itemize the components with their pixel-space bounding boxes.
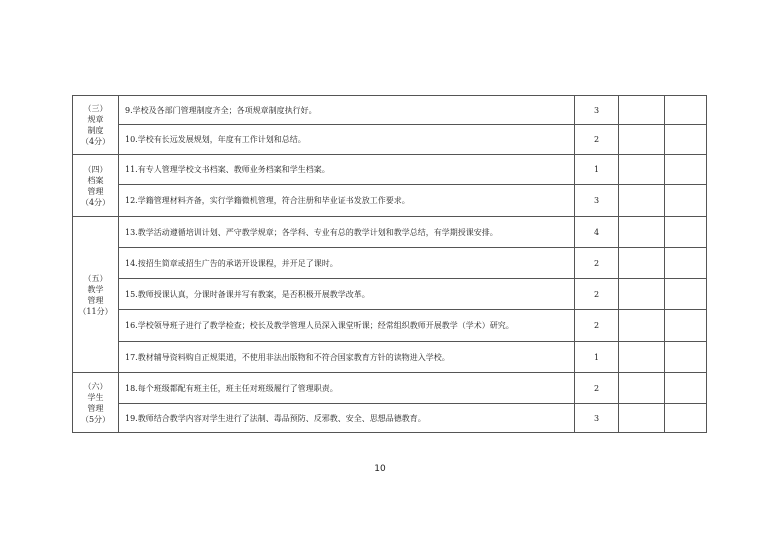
- blank-cell: [619, 185, 665, 217]
- table-row: [73, 373, 707, 404]
- item-score: 1: [575, 155, 619, 185]
- category-name-line: 制度: [87, 126, 104, 135]
- item-text: 17.教材辅导资料购自正规渠道，不使用非法出版物和不符合国家教育方针的读物进入学校。: [119, 342, 575, 373]
- blank-cell: [665, 279, 707, 310]
- blank-cell: [619, 217, 665, 248]
- item-text: 16.学校领导班子进行了教学检查；校长及教学管理人员深入课堂听课；经常组织教师开展教学（学术）研究。: [119, 310, 575, 342]
- item-score: 1: [575, 342, 619, 373]
- item-text: 14.按招生简章或招生广告的承诺开设课程，并开足了课时。: [119, 248, 575, 279]
- blank-cell: [665, 185, 707, 217]
- item-score: 2: [575, 125, 619, 155]
- table-row: [73, 279, 707, 310]
- blank-cell: [665, 217, 707, 248]
- table-row: [73, 310, 707, 342]
- category-cell: [73, 217, 119, 373]
- category-name-line: 规章: [87, 115, 104, 124]
- item-text: 10.学校有长远发展规划，年度有工作计划和总结。: [119, 125, 575, 155]
- table-row: [73, 217, 707, 248]
- table-row: [73, 155, 707, 185]
- category-name-line: 管理: [87, 403, 104, 413]
- category-name-line: 学生: [87, 392, 104, 402]
- item-text: 12.学籍管理材料齐备，实行学籍微机管理，符合注册和毕业证书发放工作要求。: [119, 185, 575, 217]
- blank-cell: [619, 125, 665, 155]
- category-name-line: 教学: [87, 284, 104, 294]
- category-name-line: 档案: [87, 175, 104, 185]
- item-score: 2: [575, 279, 619, 310]
- category-number: （三）: [83, 104, 108, 113]
- category-name-line: 管理: [87, 295, 104, 305]
- category-points: （11分）: [78, 306, 113, 316]
- evaluation-table: [72, 95, 707, 433]
- table-row: [73, 404, 707, 433]
- blank-cell: [619, 373, 665, 404]
- blank-cell: [619, 96, 665, 125]
- blank-cell: [619, 279, 665, 310]
- category-number: （四）: [83, 164, 108, 174]
- item-score: 2: [575, 310, 619, 342]
- table-row: [73, 96, 707, 125]
- category-cell: [73, 373, 119, 433]
- category-name-line: 管理: [87, 186, 104, 196]
- blank-cell: [665, 342, 707, 373]
- blank-cell: [665, 310, 707, 342]
- category-cell: [73, 96, 119, 155]
- item-text: 19.教师结合教学内容对学生进行了法制、毒品预防、反邪教、安全、思想品德教育。: [119, 404, 575, 433]
- table-row: [73, 248, 707, 279]
- item-text: 18.每个班级都配有班主任，班主任对班级履行了管理职责。: [119, 373, 575, 404]
- item-score: 3: [575, 96, 619, 125]
- blank-cell: [665, 373, 707, 404]
- category-number: （五）: [83, 273, 108, 283]
- item-text: 9.学校及各部门管理制度齐全；各项规章制度执行好。: [119, 96, 575, 125]
- blank-cell: [619, 404, 665, 433]
- blank-cell: [665, 96, 707, 125]
- blank-cell: [665, 404, 707, 433]
- item-text: 11.有专人管理学校文书档案、教师业务档案和学生档案。: [119, 155, 575, 185]
- item-score: 2: [575, 373, 619, 404]
- item-text: 13.教学活动遵循培训计划、严守教学规章；各学科、专业有总的教学计划和教学总结，有学期授课安排。: [119, 217, 575, 248]
- table-row: [73, 125, 707, 155]
- blank-cell: [665, 125, 707, 155]
- item-score: 4: [575, 217, 619, 248]
- blank-cell: [619, 310, 665, 342]
- item-text: 15.教师授课认真，分课时备课并写有教案，是否积极开展教学改革。: [119, 279, 575, 310]
- blank-cell: [665, 248, 707, 279]
- category-cell: [73, 155, 119, 217]
- blank-cell: [619, 248, 665, 279]
- table-row: [73, 185, 707, 217]
- item-score: 3: [575, 185, 619, 217]
- blank-cell: [619, 342, 665, 373]
- category-points: （4分）: [80, 137, 111, 146]
- blank-cell: [619, 155, 665, 185]
- category-points: （4分）: [80, 197, 111, 207]
- blank-cell: [665, 155, 707, 185]
- item-score: 2: [575, 248, 619, 279]
- category-number: （六）: [83, 381, 108, 391]
- category-points: （5分）: [80, 414, 111, 424]
- page-number: 10: [374, 464, 386, 474]
- table-row: [73, 342, 707, 373]
- item-score: 3: [575, 404, 619, 433]
